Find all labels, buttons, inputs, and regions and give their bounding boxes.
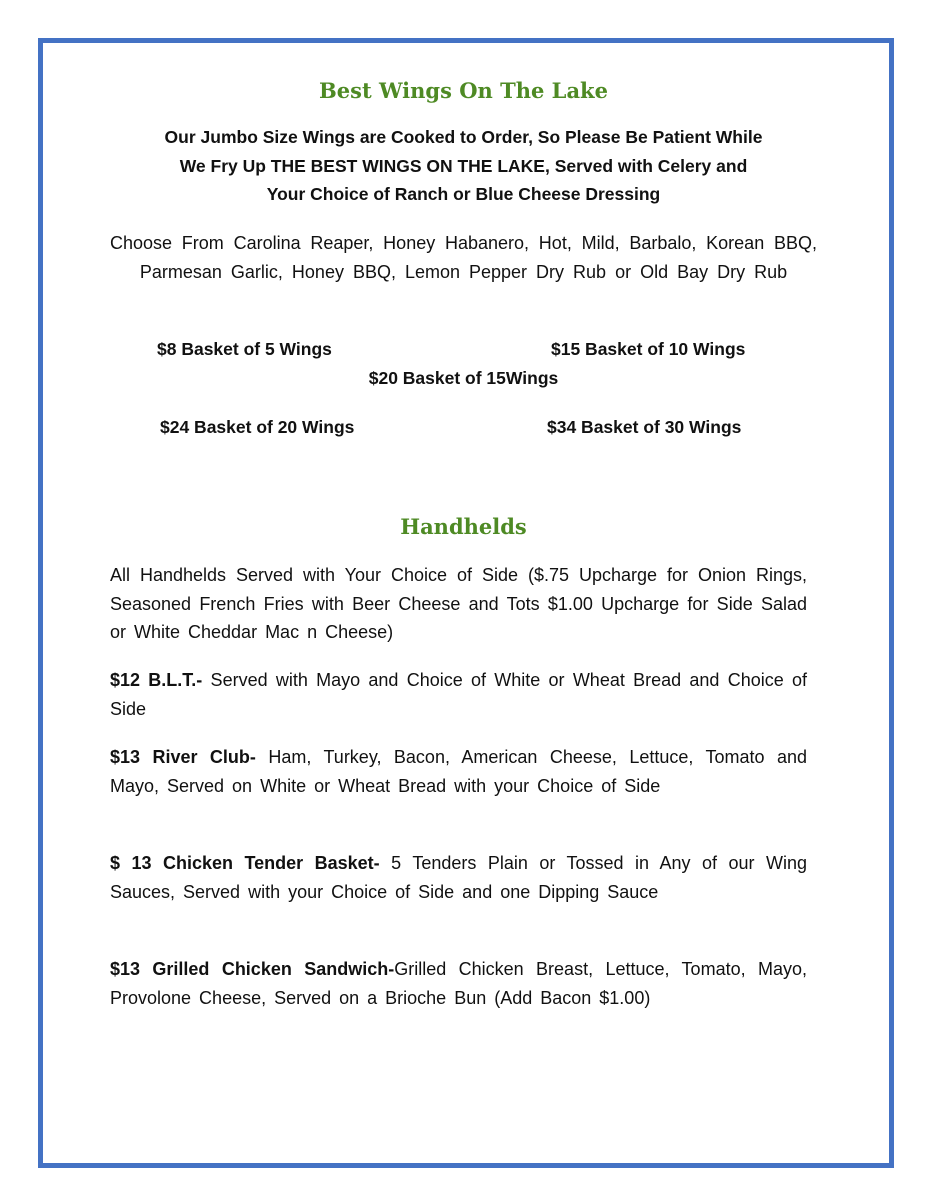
wings-price: $20 Basket of 15Wings — [368, 368, 559, 388]
menu-item-description: 5 Tenders Plain or Tossed in Any of our Wing Sauces, Served with your Choice of Side and one Dipping Sauce — [110, 853, 808, 902]
wings-flavors: Choose From Carolina Reaper, Honey Habanero, Hot, Mild, Barbalo, Korean BBQ, Parmesan Garlic, Honey BBQ, Lemon Pepper Dry Rub or Old Bay Dry Rub — [110, 233, 817, 282]
menu-item-name: $13 River Club- — [110, 747, 256, 767]
wings-title: Best Wings On The Lake — [319, 78, 608, 103]
menu-item-description: Ham, Turkey, Bacon, American Cheese, Lettuce, Tomato and Mayo, Served on White or Wheat Bread with your Choice of Side — [110, 747, 807, 796]
handhelds-title: Handhelds — [400, 514, 527, 539]
wings-price: $34 Basket of 30 Wings — [547, 417, 742, 437]
wings-price: $24 Basket of 20 Wings — [160, 417, 355, 437]
wings-price: $15 Basket of 10 Wings — [551, 339, 746, 359]
wings-intro — [110, 123, 817, 209]
menu-item-grilled-chicken-sandwich — [110, 955, 807, 1012]
wings-price: $8 Basket of 5 Wings — [157, 339, 332, 359]
menu-item-name: $13 Grilled Chicken Sandwich- — [110, 959, 395, 979]
menu-item-description: Served with Mayo and Choice of White or Wheat Bread and Choice of Side — [110, 670, 807, 719]
menu-item-description: Grilled Chicken Breast, Lettuce, Tomato, Mayo, Provolone Cheese, Served on a Brioche Bun (Add Bacon $1.00) — [110, 959, 807, 1008]
wings-intro-line: We Fry Up THE BEST WINGS ON THE LAKE, Served with Celery and — [179, 155, 748, 176]
menu-item-blt — [110, 666, 807, 723]
wings-intro-line: Our Jumbo Size Wings are Cooked to Order, So Please Be Patient While — [164, 127, 763, 147]
menu-item-river-club — [110, 743, 807, 800]
menu-item-name: $12 B.L.T.- — [110, 670, 203, 690]
menu-item-name: $ 13 Chicken Tender Basket- — [110, 853, 380, 873]
handhelds-note: All Handhelds Served with Your Choice of Side ($.75 Upcharge for Onion Rings, Seasoned French Fries with Beer Cheese and Tots $1.00 Upcharge for Side Salad or White Cheddar Mac n Cheese) — [110, 565, 807, 642]
menu-item-chicken-tender-basket — [110, 849, 807, 906]
wings-intro-line: Your Choice of Ranch or Blue Cheese Dressing — [266, 184, 661, 204]
